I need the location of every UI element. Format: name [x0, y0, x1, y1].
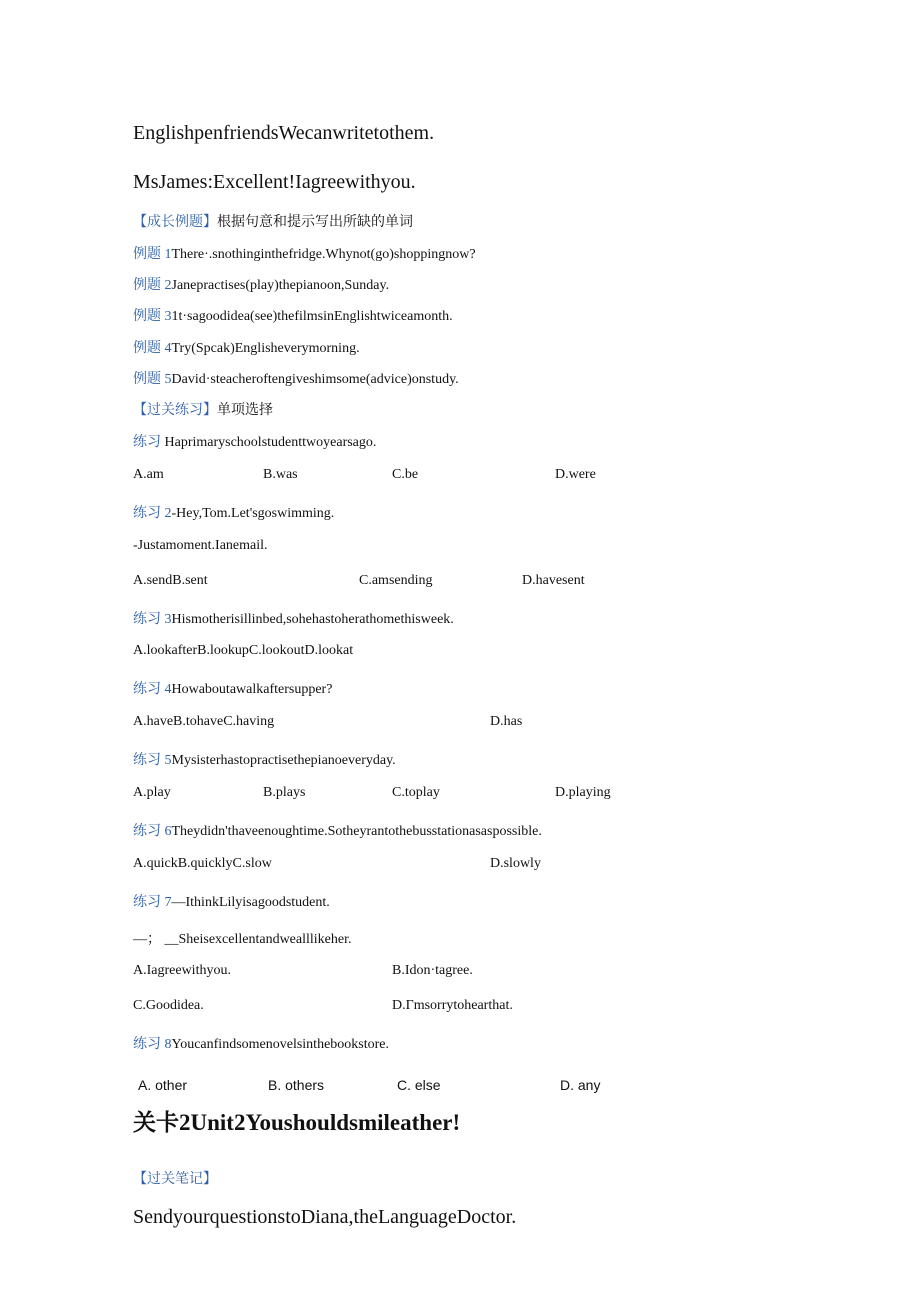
bracket-close: 】	[203, 402, 217, 418]
practice-number: 2	[164, 506, 172, 521]
example-number: 2	[164, 278, 172, 293]
section-2-title-en: 2Unit2Youshouldsmileather!	[179, 1110, 461, 1135]
practice-text: Youcanfindsomenovelsinthebookstore.	[171, 1037, 389, 1052]
practice-number: 6	[164, 824, 172, 839]
option-c: C. else	[397, 1077, 441, 1093]
example-2	[133, 274, 389, 294]
practice-label: 练习	[133, 434, 161, 450]
example-1	[133, 243, 476, 263]
option-c: C.Goodidea.	[133, 998, 204, 1013]
intro-line-2: MsJames:Excellent!Iagreewithyou.	[133, 171, 416, 193]
practice-label: 练习	[133, 894, 161, 910]
practice-6	[133, 820, 542, 840]
practice-label: 练习	[133, 823, 161, 839]
practice-text: —IthinkLilyisagoodstudent.	[171, 895, 330, 910]
example-text: Try(Spcak)Englisheverymorning.	[171, 341, 360, 356]
option-d: D.playing	[555, 785, 611, 800]
option-b: B. others	[268, 1077, 325, 1093]
example-5	[133, 368, 459, 388]
practice-1	[133, 431, 376, 451]
example-text: There·.snothinginthefridge.Whynot(go)shoppingnow?	[171, 247, 476, 262]
practice-8	[133, 1033, 389, 1053]
practice-number: 3	[164, 612, 172, 627]
option-ab: A.sendB.sent	[133, 573, 208, 588]
practice-number: 7	[164, 895, 172, 910]
example-label: 例题	[133, 371, 161, 387]
option-b: B.plays	[263, 785, 306, 800]
option-c: C.amsending	[359, 573, 433, 588]
option-d: D.were	[555, 467, 596, 482]
example-text: 1t·sagoodidea(see)thefilmsinEnglishtwiceamonth.	[171, 309, 453, 324]
last-line: SendyourquestionstoDiana,theLanguageDoctor.	[133, 1206, 517, 1228]
option-abcd: A.lookafterB.lookupC.lookoutD.lookat	[133, 643, 354, 658]
practice-text: Mysisterhastopractisethepianoeveryday.	[171, 753, 396, 768]
option-abc: A.haveB.tohaveC.having	[133, 714, 275, 729]
practice-text: Hismotherisillinbed,sohehastoherathomethisweek.	[171, 612, 454, 627]
option-d: D.havesent	[522, 573, 585, 588]
practice-number: 5	[164, 753, 172, 768]
practice-number: 4	[164, 682, 172, 697]
practice-number: 8	[164, 1037, 172, 1052]
growth-heading-tag: 成长例题	[147, 214, 203, 230]
practice-label: 练习	[133, 1036, 161, 1052]
practice-label: 练习	[133, 505, 161, 521]
intro-line-1: EnglishpenfriendsWecanwritetothem.	[133, 122, 435, 144]
option-a: A.am	[133, 467, 164, 482]
practice-text: -Hey,Tom.Let'sgoswimming.	[171, 506, 335, 521]
practice-label: 练习	[133, 681, 161, 697]
bracket-close: 】	[203, 1171, 217, 1187]
practice-4	[133, 678, 332, 698]
bracket-close: 】	[203, 214, 217, 230]
practice-3	[133, 608, 454, 628]
practice-7-line-2: —； __Sheisexcellentandwealllikeher.	[133, 932, 352, 947]
practice-text: Howaboutawalkaftersupper?	[171, 682, 333, 697]
option-b: B.Idon·tagree.	[392, 963, 473, 978]
option-d: D.slowly	[490, 856, 541, 871]
example-text: Janepractises(play)thepianoon,Sunday.	[171, 278, 390, 293]
example-label: 例题	[133, 277, 161, 293]
option-d: D. any	[560, 1077, 601, 1093]
option-c: C.toplay	[392, 785, 440, 800]
example-4	[133, 337, 360, 357]
notes-heading-tag: 过关笔记	[147, 1171, 203, 1187]
notes-heading	[133, 1168, 217, 1188]
section-2-title	[133, 1104, 460, 1137]
example-3	[133, 305, 453, 325]
practice-heading-text: 单项选择	[217, 402, 273, 418]
option-d: D.has	[490, 714, 523, 729]
option-abc: A.quickB.quicklyC.slow	[133, 856, 272, 871]
growth-heading-text: 根据句意和提示写出所缺的单词	[217, 214, 413, 230]
practice-2	[133, 502, 334, 522]
example-text: David·steacheroftengiveshimsome(advice)onstudy.	[171, 372, 459, 387]
section-2-title-cn: 关卡	[133, 1110, 179, 1136]
practice-label: 练习	[133, 611, 161, 627]
option-a: A.play	[133, 785, 171, 800]
practice-2-line-2: -Justamoment.Ianemail.	[133, 538, 268, 553]
practice-7	[133, 891, 330, 911]
bracket-open: 【	[133, 402, 147, 418]
example-number: 4	[164, 341, 172, 356]
example-number: 3	[164, 309, 172, 324]
practice-heading	[133, 399, 273, 419]
option-d: D.Γmsorrytohearthat.	[392, 998, 513, 1013]
practice-text: Theydidn'thaveenoughtime.Sotheyrantothebusstationasaspossible.	[171, 824, 542, 839]
growth-heading	[133, 211, 413, 231]
practice-text: Haprimaryschoolstudenttwoyearsago.	[164, 435, 377, 450]
option-a: A.Iagreewithyou.	[133, 963, 231, 978]
example-label: 例题	[133, 308, 161, 324]
practice-5	[133, 749, 396, 769]
example-label: 例题	[133, 340, 161, 356]
practice-label: 练习	[133, 752, 161, 768]
bracket-open: 【	[133, 214, 147, 230]
bracket-open: 【	[133, 1171, 147, 1187]
option-a: A. other	[138, 1077, 188, 1093]
option-c: C.be	[392, 467, 419, 482]
example-label: 例题	[133, 246, 161, 262]
option-b: B.was	[263, 467, 298, 482]
example-number: 5	[164, 372, 172, 387]
practice-heading-tag: 过关练习	[147, 402, 203, 418]
example-number: 1	[164, 247, 172, 262]
